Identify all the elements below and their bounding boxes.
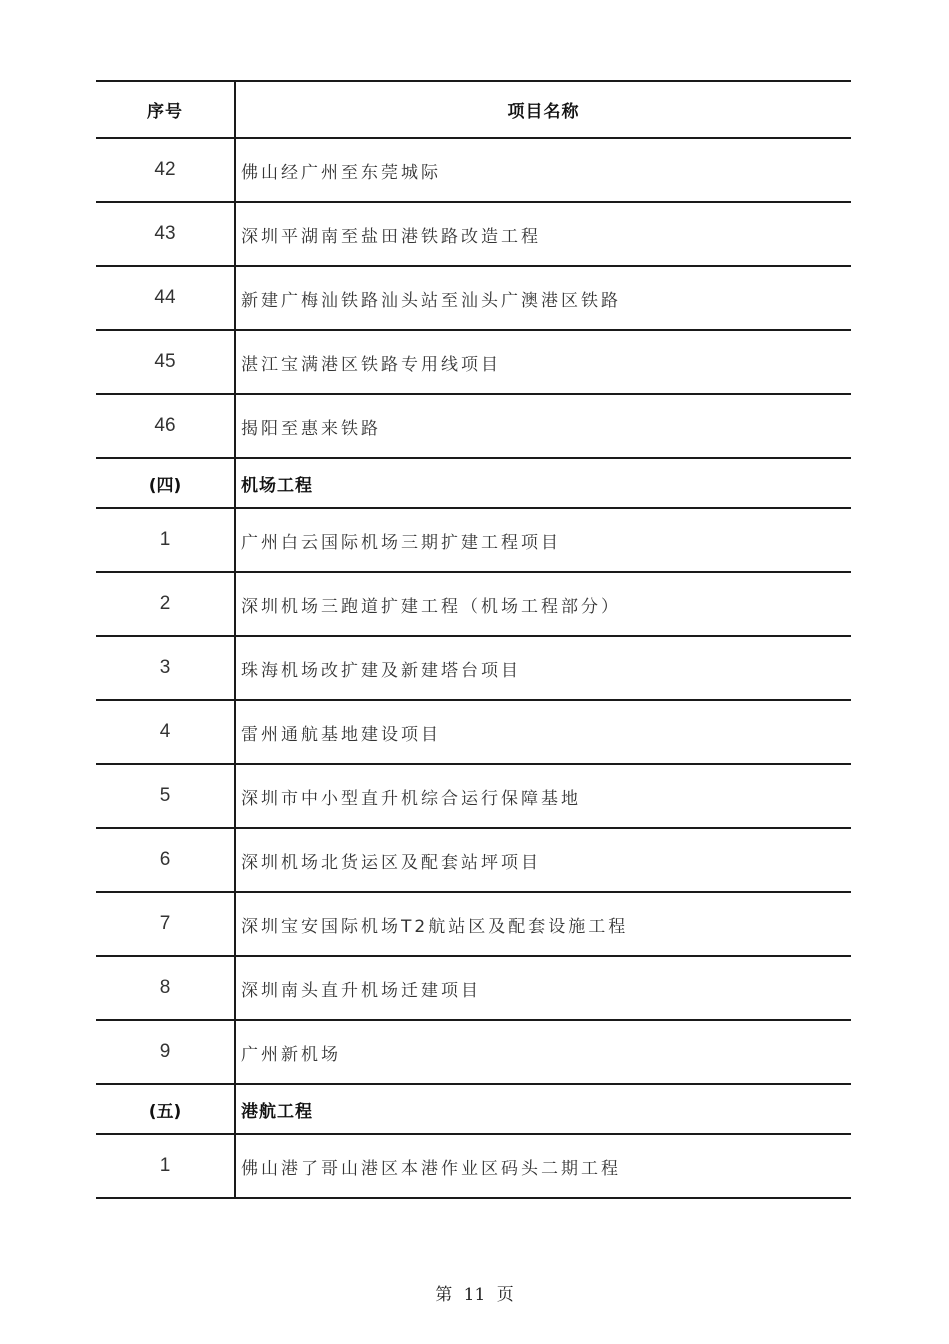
table-row [96,893,851,957]
project-name-cell: 珠海机场改扩建及新建塔台项目 [241,660,521,681]
page-number: 第 11 页 [435,1285,514,1305]
project-name-cell: 深圳平湖南至盐田港铁路改造工程 [241,226,541,247]
project-name-cell: 湛江宝满港区铁路专用线项目 [241,354,501,375]
section-number-cell: (五) [96,1085,236,1133]
serial-number-cell: 7 [96,893,236,955]
table-row [96,509,851,573]
serial-number-cell: 45 [96,331,236,393]
project-name-cell: 深圳南头直升机场迁建项目 [241,980,481,1001]
serial-number-cell: 3 [96,637,236,699]
serial-number-cell: 46 [96,395,236,457]
serial-number-cell: 5 [96,765,236,827]
table-row [96,701,851,765]
section-title-cell: 机场工程 [241,475,313,496]
table-row [96,331,851,395]
serial-number-cell: 2 [96,573,236,635]
project-name-cell: 深圳机场三跑道扩建工程（机场工程部分） [241,596,621,617]
serial-number-cell: 44 [96,267,236,329]
section-row-port [96,1085,851,1135]
header-serial-number: 序号 [96,82,236,137]
serial-number-cell: 9 [96,1021,236,1083]
project-name-cell: 深圳宝安国际机场T2航站区及配套设施工程 [241,916,629,937]
table-row [96,267,851,331]
table-row [96,395,851,459]
serial-number-cell: 1 [96,509,236,571]
section-title-cell: 港航工程 [241,1101,313,1122]
serial-number-cell: 6 [96,829,236,891]
table-row [96,765,851,829]
project-name-cell: 揭阳至惠来铁路 [241,418,381,439]
project-name-cell: 雷州通航基地建设项目 [241,724,441,745]
table-row [96,957,851,1021]
table-row [96,1021,851,1085]
project-name-cell: 广州白云国际机场三期扩建工程项目 [241,532,561,553]
project-name-cell: 广州新机场 [241,1044,341,1065]
table-row [96,637,851,701]
table-row [96,829,851,893]
table-row [96,139,851,203]
serial-number-cell: 8 [96,957,236,1019]
project-name-cell: 深圳市中小型直升机综合运行保障基地 [241,788,581,809]
serial-number-cell: 4 [96,701,236,763]
project-name-cell: 新建广梅汕铁路汕头站至汕头广澳港区铁路 [241,290,621,311]
table-row [96,203,851,267]
header-project-name: 项目名称 [507,102,580,122]
serial-number-cell: 42 [96,139,236,201]
section-row-airport [96,459,851,509]
project-name-cell: 深圳机场北货运区及配套站坪项目 [241,852,541,873]
serial-number-cell: 1 [96,1135,236,1197]
serial-number-cell: 43 [96,203,236,265]
table-row [96,573,851,637]
table-header-row [96,82,851,139]
project-name-cell: 佛山经广州至东莞城际 [241,162,441,183]
section-number-cell: (四) [96,459,236,507]
project-table [96,80,851,1199]
table-row [96,1135,851,1199]
project-name-cell: 佛山港了哥山港区本港作业区码头二期工程 [241,1158,621,1179]
